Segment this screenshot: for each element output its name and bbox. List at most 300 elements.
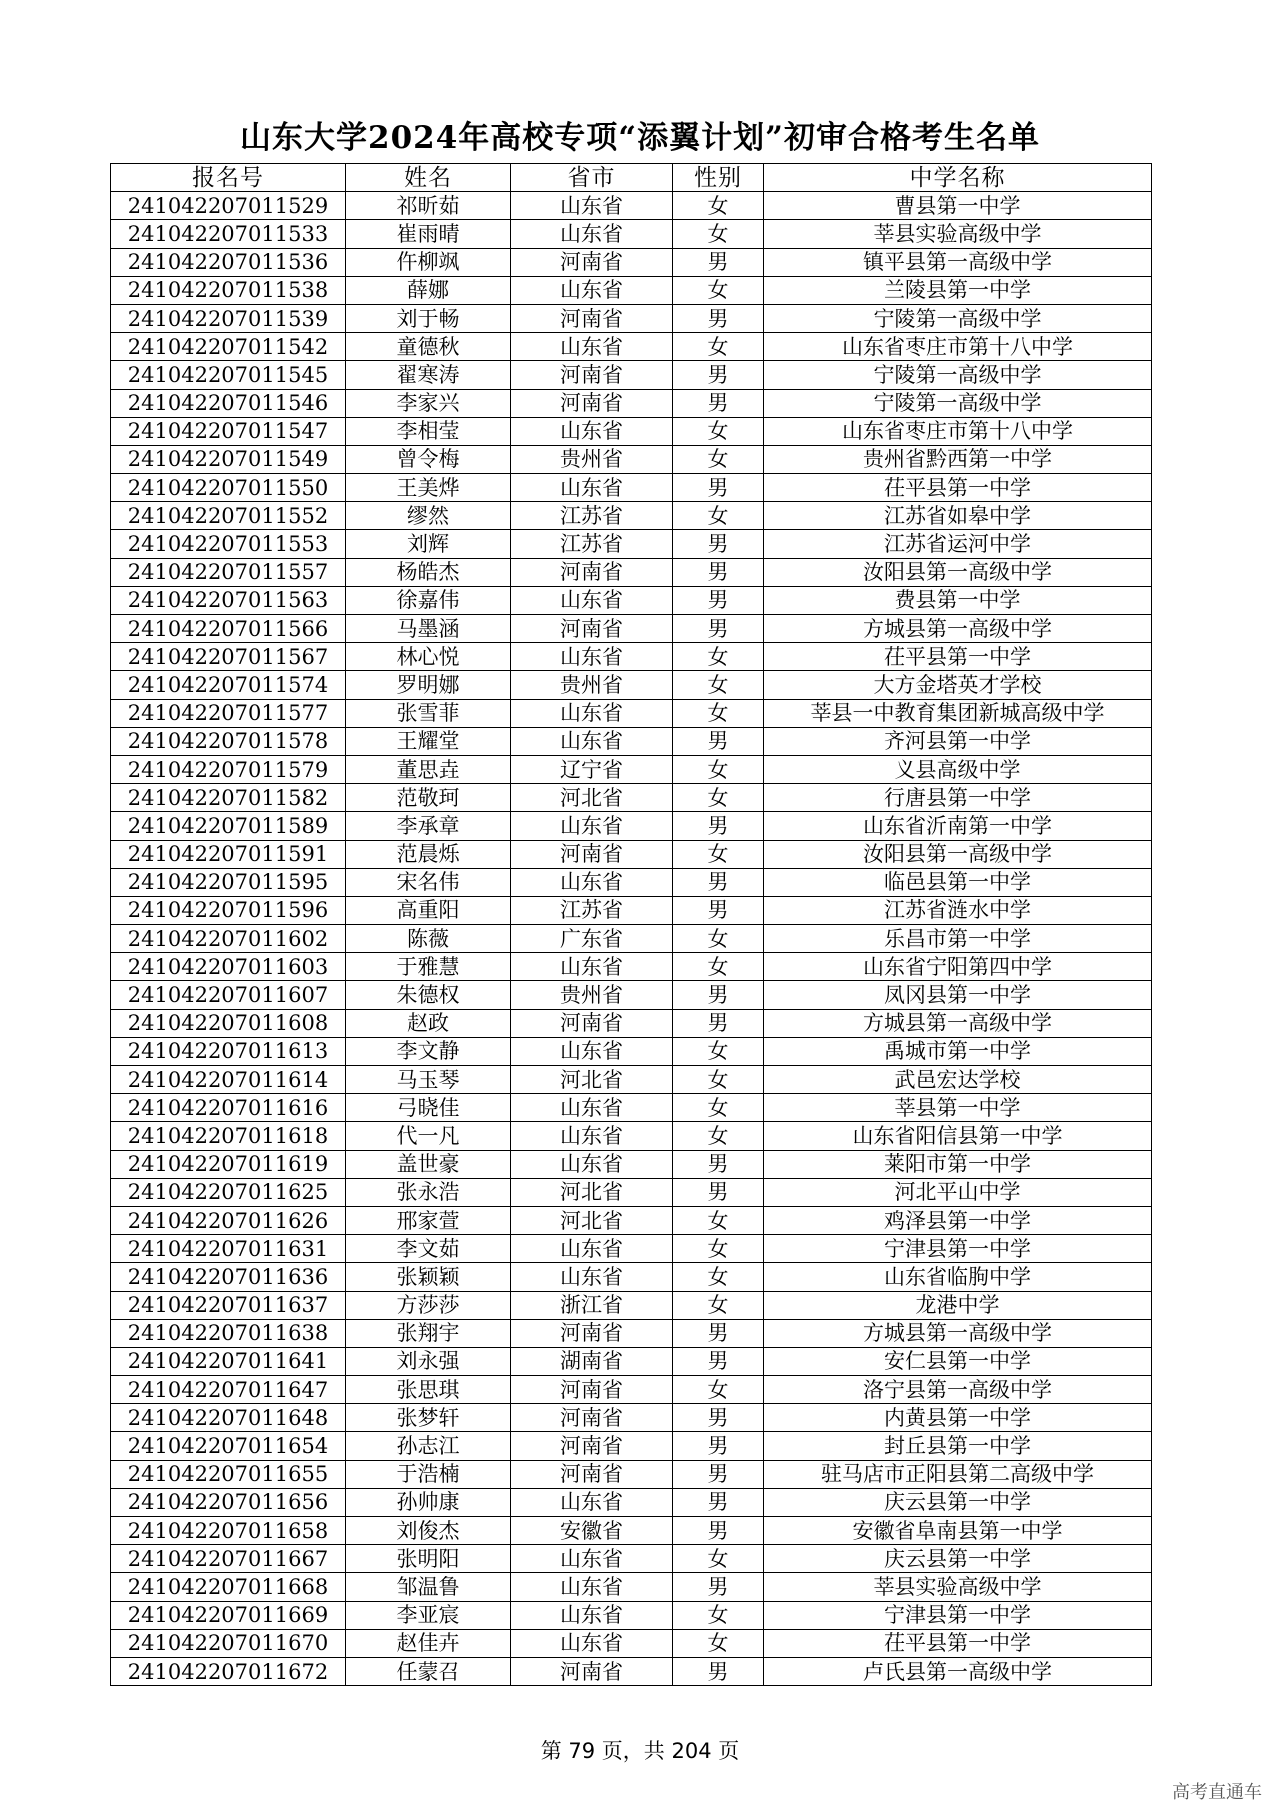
school-cell: 义县高级中学 [764, 755, 1152, 783]
table-row [111, 361, 1152, 389]
page-number: 第 79 页，共 204 页 [540, 1739, 740, 1763]
province-cell: 河北省 [511, 1178, 673, 1206]
table-row [111, 1037, 1152, 1065]
name-cell: 刘永强 [346, 1347, 511, 1375]
table-row [111, 1150, 1152, 1178]
name-cell: 曾令梅 [346, 445, 511, 473]
name-cell: 盖世豪 [346, 1150, 511, 1178]
table-row [111, 1347, 1152, 1375]
registration-no-cell: 241042207011579 [111, 755, 346, 783]
school-cell: 方城县第一高级中学 [764, 615, 1152, 643]
table-row [111, 812, 1152, 840]
school-cell: 河北平山中学 [764, 1178, 1152, 1206]
name-cell: 董思垚 [346, 755, 511, 783]
gender-cell: 女 [673, 1291, 764, 1319]
table-row [111, 840, 1152, 868]
table-row [111, 1601, 1152, 1629]
school-cell: 江苏省如皋中学 [764, 502, 1152, 530]
school-cell: 禹城市第一中学 [764, 1037, 1152, 1065]
table-row [111, 1009, 1152, 1037]
school-cell: 安徽省阜南县第一中学 [764, 1517, 1152, 1545]
school-cell: 汝阳县第一高级中学 [764, 558, 1152, 586]
school-cell: 曹县第一中学 [764, 192, 1152, 220]
gender-cell: 女 [673, 1629, 764, 1657]
table-row [111, 1460, 1152, 1488]
gender-cell: 男 [673, 1657, 764, 1685]
gender-cell: 男 [673, 727, 764, 755]
registration-no-cell: 241042207011655 [111, 1460, 346, 1488]
province-cell: 山东省 [511, 586, 673, 614]
registration-no-cell: 241042207011619 [111, 1150, 346, 1178]
province-cell: 山东省 [511, 699, 673, 727]
table-row [111, 248, 1152, 276]
name-cell: 李文茹 [346, 1235, 511, 1263]
gender-cell: 女 [673, 333, 764, 361]
name-cell: 李相莹 [346, 417, 511, 445]
school-cell: 宁陵第一高级中学 [764, 389, 1152, 417]
school-cell: 庆云县第一中学 [764, 1488, 1152, 1516]
province-cell: 山东省 [511, 1037, 673, 1065]
school-cell: 莘县第一中学 [764, 1094, 1152, 1122]
registration-no-cell: 241042207011552 [111, 502, 346, 530]
school-cell: 莘县一中教育集团新城高级中学 [764, 699, 1152, 727]
gender-cell: 男 [673, 389, 764, 417]
registration-no-cell: 241042207011549 [111, 445, 346, 473]
table-row [111, 1517, 1152, 1545]
table-row [111, 558, 1152, 586]
province-cell: 山东省 [511, 1629, 673, 1657]
province-cell: 河南省 [511, 361, 673, 389]
registration-no-cell: 241042207011625 [111, 1178, 346, 1206]
gender-cell: 男 [673, 1150, 764, 1178]
province-cell: 山东省 [511, 1263, 673, 1291]
name-cell: 张思琪 [346, 1376, 511, 1404]
school-cell: 方城县第一高级中学 [764, 1009, 1152, 1037]
table-row [111, 671, 1152, 699]
province-cell: 河南省 [511, 248, 673, 276]
gender-cell: 男 [673, 558, 764, 586]
province-cell: 山东省 [511, 417, 673, 445]
name-cell: 李亚宸 [346, 1601, 511, 1629]
registration-no-cell: 241042207011670 [111, 1629, 346, 1657]
province-cell: 河南省 [511, 1432, 673, 1460]
gender-cell: 女 [673, 953, 764, 981]
registration-no-cell: 241042207011563 [111, 586, 346, 614]
school-cell: 汝阳县第一高级中学 [764, 840, 1152, 868]
registration-no-cell: 241042207011603 [111, 953, 346, 981]
table-row [111, 925, 1152, 953]
name-cell: 任蒙召 [346, 1657, 511, 1685]
name-cell: 朱德权 [346, 981, 511, 1009]
name-cell: 张明阳 [346, 1545, 511, 1573]
registration-no-cell: 241042207011538 [111, 276, 346, 304]
name-cell: 马玉琴 [346, 1066, 511, 1094]
province-cell: 山东省 [511, 1601, 673, 1629]
registration-no-cell: 241042207011658 [111, 1517, 346, 1545]
province-cell: 山东省 [511, 474, 673, 502]
registration-no-cell: 241042207011672 [111, 1657, 346, 1685]
province-cell: 河南省 [511, 840, 673, 868]
watermark: 高考直通车 [1172, 1782, 1262, 1803]
province-cell: 浙江省 [511, 1291, 673, 1319]
province-cell: 山东省 [511, 812, 673, 840]
province-cell: 山东省 [511, 220, 673, 248]
gender-cell: 女 [673, 1122, 764, 1150]
school-cell: 临邑县第一中学 [764, 868, 1152, 896]
registration-no-cell: 241042207011618 [111, 1122, 346, 1150]
name-cell: 于雅慧 [346, 953, 511, 981]
table-row [111, 1488, 1152, 1516]
school-cell: 山东省临朐中学 [764, 1263, 1152, 1291]
province-cell: 河南省 [511, 1404, 673, 1432]
table-row [111, 1629, 1152, 1657]
province-cell: 江苏省 [511, 896, 673, 924]
school-cell: 武邑宏达学校 [764, 1066, 1152, 1094]
school-cell: 方城县第一高级中学 [764, 1319, 1152, 1347]
gender-cell: 男 [673, 1347, 764, 1375]
name-cell: 刘辉 [346, 530, 511, 558]
registration-no-cell: 241042207011589 [111, 812, 346, 840]
table-row [111, 417, 1152, 445]
table-row [111, 699, 1152, 727]
school-cell: 茌平县第一中学 [764, 474, 1152, 502]
province-cell: 河南省 [511, 558, 673, 586]
school-cell: 大方金塔英才学校 [764, 671, 1152, 699]
gender-cell: 女 [673, 671, 764, 699]
name-cell: 祁昕茹 [346, 192, 511, 220]
school-cell: 茌平县第一中学 [764, 1629, 1152, 1657]
name-cell: 缪然 [346, 502, 511, 530]
school-cell: 山东省宁阳第四中学 [764, 953, 1152, 981]
province-cell: 广东省 [511, 925, 673, 953]
gender-cell: 女 [673, 220, 764, 248]
registration-no-cell: 241042207011669 [111, 1601, 346, 1629]
school-cell: 山东省枣庄市第十八中学 [764, 417, 1152, 445]
province-cell: 山东省 [511, 953, 673, 981]
province-cell: 河北省 [511, 1066, 673, 1094]
registration-no-cell: 241042207011613 [111, 1037, 346, 1065]
table-row [111, 784, 1152, 812]
name-cell: 范敬珂 [346, 784, 511, 812]
registration-no-cell: 241042207011529 [111, 192, 346, 220]
name-cell: 高重阳 [346, 896, 511, 924]
school-cell: 安仁县第一中学 [764, 1347, 1152, 1375]
registration-no-cell: 241042207011647 [111, 1376, 346, 1404]
school-cell: 龙港中学 [764, 1291, 1152, 1319]
table-row [111, 1573, 1152, 1601]
gender-cell: 男 [673, 896, 764, 924]
province-cell: 江苏省 [511, 502, 673, 530]
province-cell: 河北省 [511, 1206, 673, 1234]
name-cell: 弓晓佳 [346, 1094, 511, 1122]
table-row [111, 1263, 1152, 1291]
province-cell: 山东省 [511, 1094, 673, 1122]
province-cell: 山东省 [511, 727, 673, 755]
province-cell: 贵州省 [511, 445, 673, 473]
registration-no-cell: 241042207011553 [111, 530, 346, 558]
table-row [111, 474, 1152, 502]
registration-no-cell: 241042207011557 [111, 558, 346, 586]
province-cell: 河北省 [511, 784, 673, 812]
school-cell: 镇平县第一高级中学 [764, 248, 1152, 276]
gender-cell: 男 [673, 981, 764, 1009]
registration-no-cell: 241042207011656 [111, 1488, 346, 1516]
registration-no-cell: 241042207011547 [111, 417, 346, 445]
province-cell: 山东省 [511, 276, 673, 304]
table-row [111, 445, 1152, 473]
gender-cell: 男 [673, 361, 764, 389]
name-cell: 邹温鲁 [346, 1573, 511, 1601]
province-cell: 河南省 [511, 1460, 673, 1488]
province-cell: 山东省 [511, 868, 673, 896]
province-cell: 山东省 [511, 192, 673, 220]
registration-no-cell: 241042207011626 [111, 1206, 346, 1234]
school-cell: 乐昌市第一中学 [764, 925, 1152, 953]
gender-cell: 女 [673, 643, 764, 671]
registration-no-cell: 241042207011616 [111, 1094, 346, 1122]
school-cell: 洛宁县第一高级中学 [764, 1376, 1152, 1404]
gender-cell: 男 [673, 474, 764, 502]
name-cell: 赵政 [346, 1009, 511, 1037]
name-cell: 赵佳卉 [346, 1629, 511, 1657]
table-row [111, 502, 1152, 530]
province-cell: 山东省 [511, 1545, 673, 1573]
province-cell: 江苏省 [511, 530, 673, 558]
province-cell: 山东省 [511, 1573, 673, 1601]
school-cell: 行唐县第一中学 [764, 784, 1152, 812]
name-cell: 童德秋 [346, 333, 511, 361]
registration-no-cell: 241042207011636 [111, 1263, 346, 1291]
gender-cell: 女 [673, 1263, 764, 1291]
name-cell: 于浩楠 [346, 1460, 511, 1488]
gender-cell: 女 [673, 1094, 764, 1122]
school-cell: 宁陵第一高级中学 [764, 304, 1152, 332]
name-cell: 林心悦 [346, 643, 511, 671]
registration-no-cell: 241042207011574 [111, 671, 346, 699]
name-cell: 刘于畅 [346, 304, 511, 332]
registration-no-cell: 241042207011591 [111, 840, 346, 868]
school-cell: 兰陵县第一中学 [764, 276, 1152, 304]
province-cell: 湖南省 [511, 1347, 673, 1375]
table-row [111, 389, 1152, 417]
gender-cell: 男 [673, 1432, 764, 1460]
province-cell: 贵州省 [511, 671, 673, 699]
table-row [111, 1376, 1152, 1404]
candidate-table [110, 163, 1152, 1686]
name-cell: 张颖颖 [346, 1263, 511, 1291]
registration-no-cell: 241042207011578 [111, 727, 346, 755]
column-header-school: 中学名称 [764, 164, 1152, 192]
province-cell: 山东省 [511, 1488, 673, 1516]
table-row [111, 727, 1152, 755]
province-cell: 贵州省 [511, 981, 673, 1009]
table-row [111, 1122, 1152, 1150]
gender-cell: 女 [673, 192, 764, 220]
name-cell: 方莎莎 [346, 1291, 511, 1319]
name-cell: 孙志江 [346, 1432, 511, 1460]
table-row [111, 643, 1152, 671]
table-row [111, 1178, 1152, 1206]
gender-cell: 女 [673, 1206, 764, 1234]
name-cell: 范晨烁 [346, 840, 511, 868]
school-cell: 驻马店市正阳县第二高级中学 [764, 1460, 1152, 1488]
gender-cell: 男 [673, 304, 764, 332]
column-header-gender: 性别 [673, 164, 764, 192]
school-cell: 卢氏县第一高级中学 [764, 1657, 1152, 1685]
school-cell: 齐河县第一中学 [764, 727, 1152, 755]
registration-no-cell: 241042207011566 [111, 615, 346, 643]
name-cell: 罗明娜 [346, 671, 511, 699]
name-cell: 陈薇 [346, 925, 511, 953]
registration-no-cell: 241042207011654 [111, 1432, 346, 1460]
gender-cell: 女 [673, 276, 764, 304]
name-cell: 张翔宇 [346, 1319, 511, 1347]
province-cell: 河南省 [511, 389, 673, 417]
province-cell: 河南省 [511, 1319, 673, 1347]
school-cell: 宁陵第一高级中学 [764, 361, 1152, 389]
school-cell: 山东省阳信县第一中学 [764, 1122, 1152, 1150]
province-cell: 河南省 [511, 615, 673, 643]
name-cell: 仵柳飒 [346, 248, 511, 276]
gender-cell: 女 [673, 840, 764, 868]
name-cell: 马墨涵 [346, 615, 511, 643]
school-cell: 茌平县第一中学 [764, 643, 1152, 671]
province-cell: 山东省 [511, 1150, 673, 1178]
name-cell: 翟寒涛 [346, 361, 511, 389]
province-cell: 河南省 [511, 1657, 673, 1685]
table-row [111, 586, 1152, 614]
gender-cell: 男 [673, 1178, 764, 1206]
registration-no-cell: 241042207011637 [111, 1291, 346, 1319]
name-cell: 李承章 [346, 812, 511, 840]
gender-cell: 男 [673, 586, 764, 614]
table-row [111, 953, 1152, 981]
school-cell: 庆云县第一中学 [764, 1545, 1152, 1573]
registration-no-cell: 241042207011638 [111, 1319, 346, 1347]
table-row [111, 1404, 1152, 1432]
province-cell: 山东省 [511, 333, 673, 361]
column-header-name: 姓名 [346, 164, 511, 192]
name-cell: 王耀堂 [346, 727, 511, 755]
table-header-row [111, 164, 1152, 192]
registration-no-cell: 241042207011546 [111, 389, 346, 417]
name-cell: 王美烨 [346, 474, 511, 502]
name-cell: 张雪菲 [346, 699, 511, 727]
registration-no-cell: 241042207011602 [111, 925, 346, 953]
registration-no-cell: 241042207011577 [111, 699, 346, 727]
school-cell: 江苏省运河中学 [764, 530, 1152, 558]
table-row [111, 1206, 1152, 1234]
name-cell: 宋名伟 [346, 868, 511, 896]
school-cell: 宁津县第一中学 [764, 1235, 1152, 1263]
registration-no-cell: 241042207011614 [111, 1066, 346, 1094]
gender-cell: 男 [673, 812, 764, 840]
gender-cell: 男 [673, 868, 764, 896]
registration-no-cell: 241042207011608 [111, 1009, 346, 1037]
table-row [111, 755, 1152, 783]
table-row [111, 192, 1152, 220]
gender-cell: 女 [673, 502, 764, 530]
registration-no-cell: 241042207011596 [111, 896, 346, 924]
table-row [111, 333, 1152, 361]
table-row [111, 1319, 1152, 1347]
name-cell: 张梦轩 [346, 1404, 511, 1432]
gender-cell: 男 [673, 1404, 764, 1432]
table-body [111, 192, 1152, 1686]
column-header-registration-no: 报名号 [111, 164, 346, 192]
province-cell: 山东省 [511, 1235, 673, 1263]
province-cell: 河南省 [511, 304, 673, 332]
name-cell: 徐嘉伟 [346, 586, 511, 614]
school-cell: 费县第一中学 [764, 586, 1152, 614]
name-cell: 刘俊杰 [346, 1517, 511, 1545]
table-row [111, 276, 1152, 304]
table-row [111, 1235, 1152, 1263]
table-row [111, 615, 1152, 643]
table-row [111, 1094, 1152, 1122]
registration-no-cell: 241042207011631 [111, 1235, 346, 1263]
gender-cell: 男 [673, 248, 764, 276]
registration-no-cell: 241042207011648 [111, 1404, 346, 1432]
gender-cell: 女 [673, 755, 764, 783]
name-cell: 李文静 [346, 1037, 511, 1065]
registration-no-cell: 241042207011641 [111, 1347, 346, 1375]
registration-no-cell: 241042207011667 [111, 1545, 346, 1573]
school-cell: 宁津县第一中学 [764, 1601, 1152, 1629]
registration-no-cell: 241042207011607 [111, 981, 346, 1009]
province-cell: 山东省 [511, 643, 673, 671]
gender-cell: 男 [673, 1573, 764, 1601]
gender-cell: 女 [673, 1037, 764, 1065]
gender-cell: 女 [673, 445, 764, 473]
province-cell: 辽宁省 [511, 755, 673, 783]
table-row [111, 981, 1152, 1009]
table-row [111, 1291, 1152, 1319]
table-row [111, 1545, 1152, 1573]
table-row [111, 896, 1152, 924]
gender-cell: 女 [673, 417, 764, 445]
province-cell: 河南省 [511, 1376, 673, 1404]
table-row [111, 304, 1152, 332]
table-row [111, 220, 1152, 248]
name-cell: 崔雨晴 [346, 220, 511, 248]
school-cell: 莘县实验高级中学 [764, 1573, 1152, 1601]
school-cell: 莱阳市第一中学 [764, 1150, 1152, 1178]
name-cell: 孙帅康 [346, 1488, 511, 1516]
school-cell: 凤冈县第一中学 [764, 981, 1152, 1009]
table-row [111, 530, 1152, 558]
table-row [111, 1657, 1152, 1685]
province-cell: 安徽省 [511, 1517, 673, 1545]
registration-no-cell: 241042207011542 [111, 333, 346, 361]
page-title: 山东大学2024年高校专项“添翼计划”初审合格考生名单 [240, 120, 1040, 156]
registration-no-cell: 241042207011545 [111, 361, 346, 389]
province-cell: 山东省 [511, 1122, 673, 1150]
gender-cell: 女 [673, 1601, 764, 1629]
gender-cell: 男 [673, 615, 764, 643]
registration-no-cell: 241042207011533 [111, 220, 346, 248]
gender-cell: 男 [673, 1460, 764, 1488]
gender-cell: 女 [673, 699, 764, 727]
gender-cell: 女 [673, 1235, 764, 1263]
registration-no-cell: 241042207011567 [111, 643, 346, 671]
province-cell: 河南省 [511, 1009, 673, 1037]
name-cell: 李家兴 [346, 389, 511, 417]
registration-no-cell: 241042207011668 [111, 1573, 346, 1601]
name-cell: 杨皓杰 [346, 558, 511, 586]
gender-cell: 男 [673, 530, 764, 558]
gender-cell: 女 [673, 1545, 764, 1573]
